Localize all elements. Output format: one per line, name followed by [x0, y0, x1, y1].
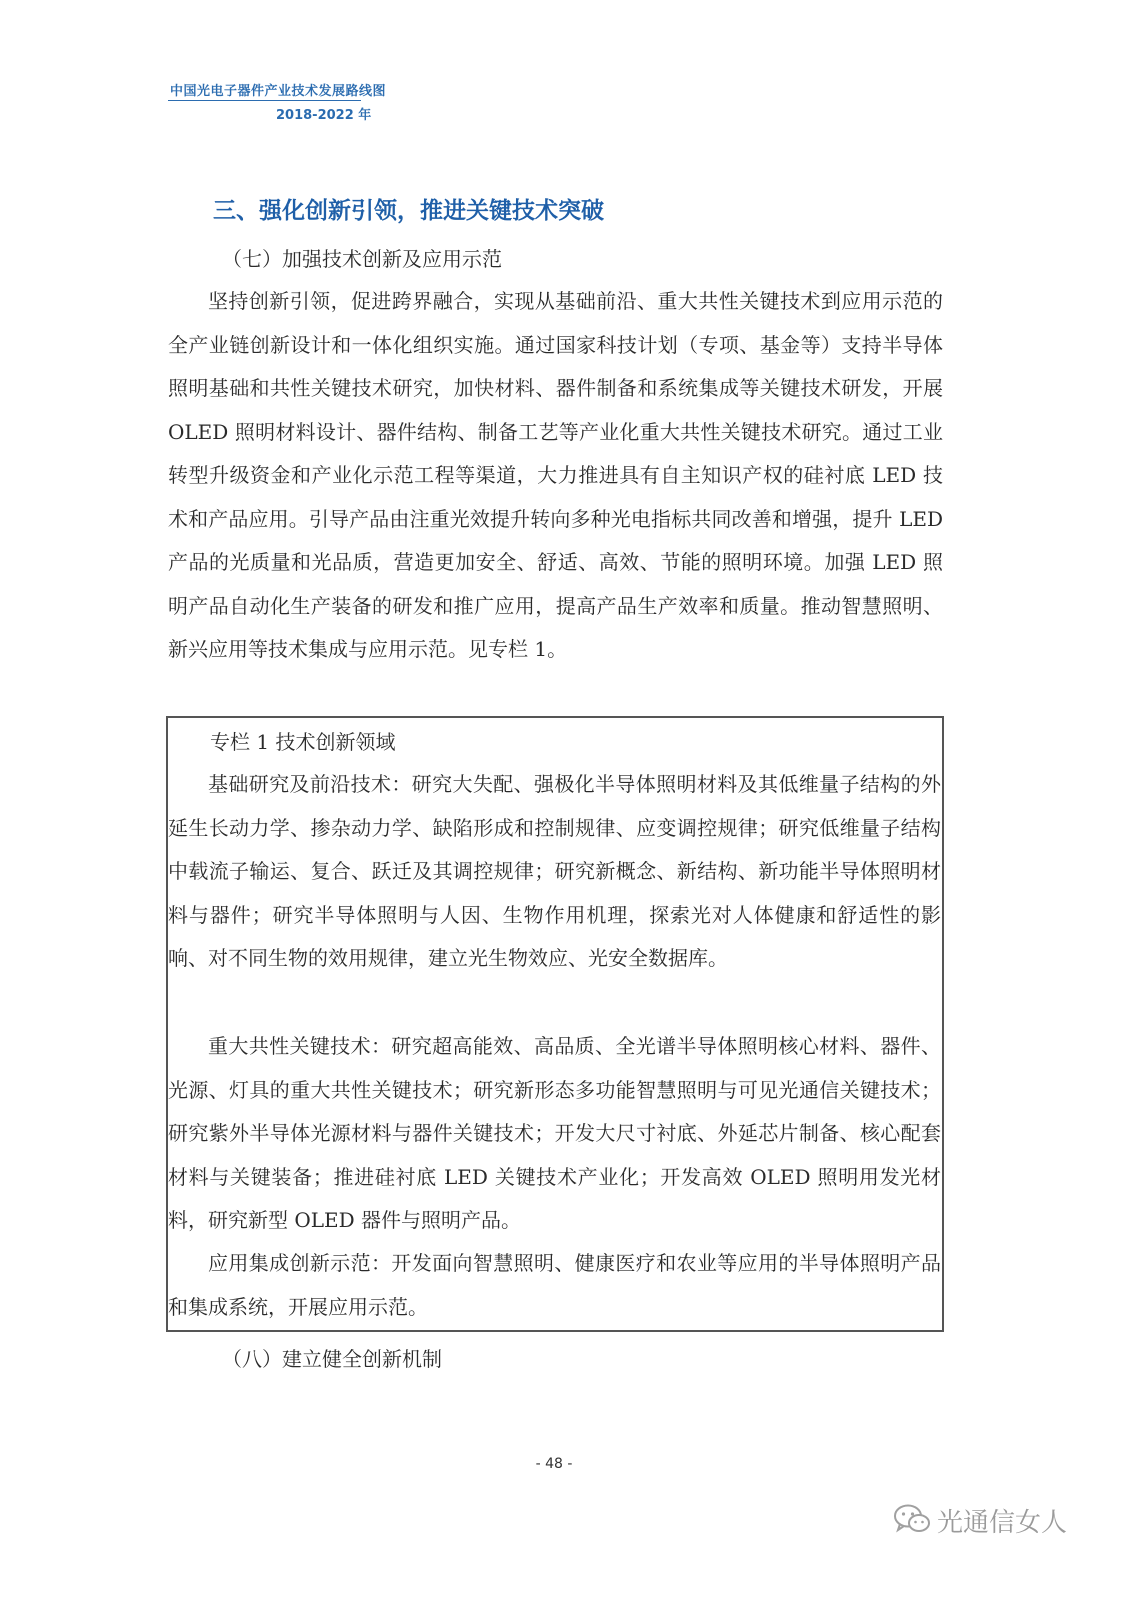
column-box-paragraph-basic-research: 基础研究及前沿技术：研究大失配、强极化半导体照明材料及其低维量子结构的外延生长动力学、掺杂动力学、缺陷形成和控制规律、应变调控规律；研究低维量子结构中载流子输运、复合、跃迁及其调控规律；研究新概念、新结构、新功能半导体照明材料与器件；研究半导体照明与人因、生物作用机理，探索光对人体健康和舒适性的影响、对不同生物的效用规律，建立光生物效应、光安全数据库。 [168, 772, 941, 970]
column-box-title: 专栏 1 技术创新领域 [210, 730, 396, 754]
watermark-text: 光通信女人 [937, 1508, 1068, 1538]
main-paragraph: 坚持创新引领，促进跨界融合，实现从基础前沿、重大共性关键技术到应用示范的全产业链创新设计和一体化组织实施。通过国家科技计划（专项、基金等）支持半导体照明基础和共性关键技术研究，加快材料、器件制备和系统集成等关键技术研发，开展 OLED 照明材料设计、器件结构、制备工艺等产业化重大共性关键技术研究。通过工业转型升级资金和产业化示范工程等渠道，大力推进具有自主知识产权的硅衬底 LED 技术和产品应用。引导产品由注重光效提升转向多种光电指标共同改善和增强，提升 LED 产品的光质量和光品质，营造更加安全、舒适、高效、节能的照明环境。加强 LED 照明产品自动化生产装备的研发和推广应用，提高产品生产效率和质量。推动智慧照明、新兴应用等技术集成与应用示范。见专栏 1。 [168, 289, 943, 661]
subsection-heading-8: （八）建立健全创新机制 [222, 1347, 442, 1371]
header-rule [168, 100, 361, 101]
wechat-icon [893, 1503, 931, 1539]
column-box-paragraph-application-demo: 应用集成创新示范：开发面向智慧照明、健康医疗和农业等应用的半导体照明产品和集成系统，开展应用示范。 [168, 1251, 941, 1319]
subsection-heading-7: （七）加强技术创新及应用示范 [222, 247, 502, 271]
document-header-years: 2018-2022 年 [276, 108, 372, 123]
column-box-paragraph-key-technologies: 重大共性关键技术：研究超高能效、高品质、全光谱半导体照明核心材料、器件、光源、灯具的重大共性关键技术；研究新形态多功能智慧照明与可见光通信关键技术；研究紫外半导体光源材料与器件关键技术；开发大尺寸衬底、外延芯片制备、核心配套材料与关键装备；推进硅衬底 LED 关键技术产业化；开发高效 OLED 照明用发光材料，研究新型 OLED 器件与照明产品。 [168, 1034, 941, 1232]
section-heading: 三、强化创新引领，推进关键技术突破 [213, 198, 604, 224]
watermark [893, 1502, 1067, 1539]
document-header-title: 中国光电子器件产业技术发展路线图 [170, 84, 387, 99]
page-number: - 48 - [535, 1456, 573, 1472]
